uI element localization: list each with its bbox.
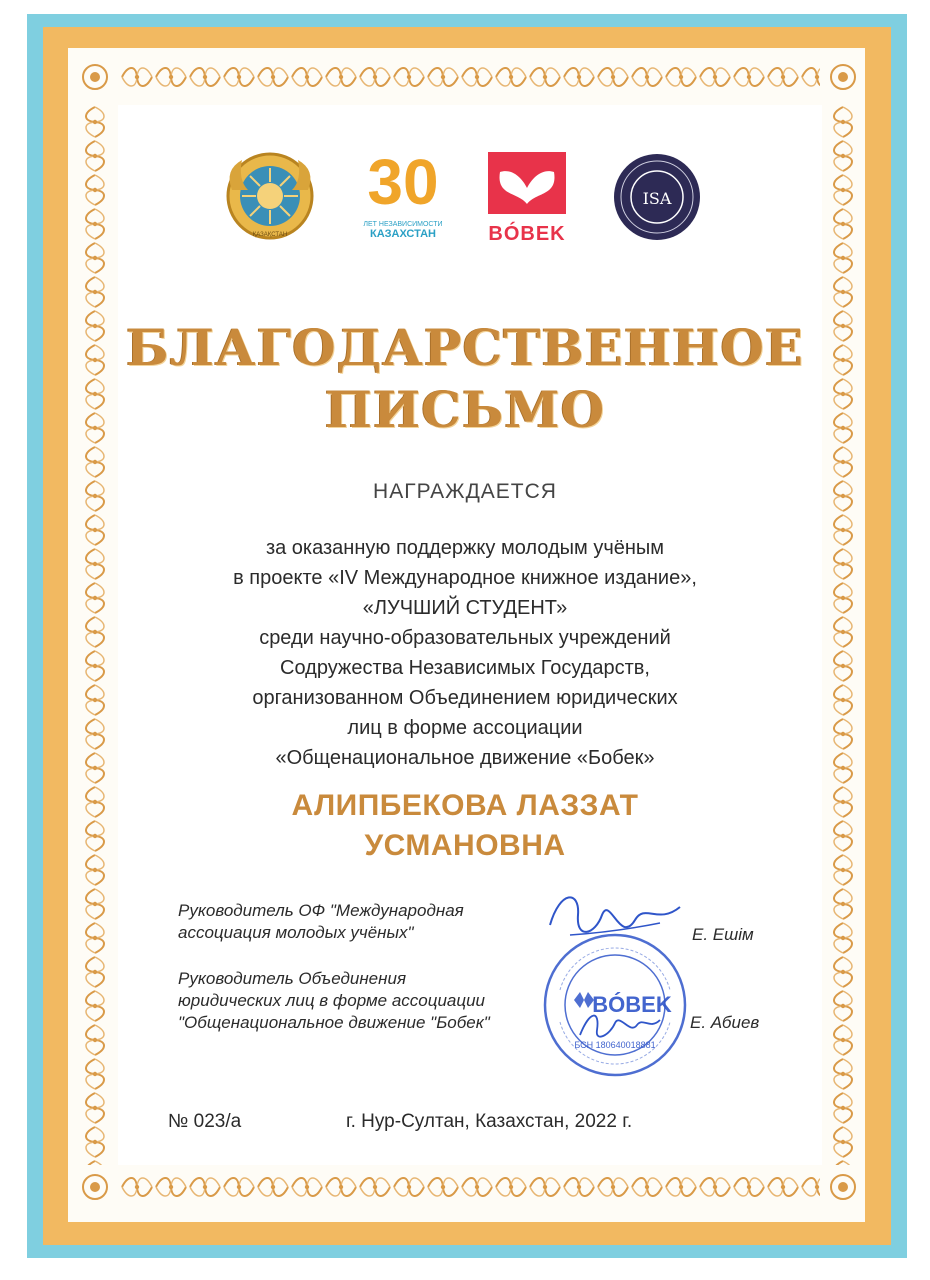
recipient-name-line1: АЛИПБЕКОВА ЛАЗЗАТ xyxy=(291,789,639,822)
recipient-name-line2: УСМАНОВНА xyxy=(364,829,566,862)
stamp-bin: БСН 180640018881 xyxy=(574,1040,656,1050)
corner-rosette-bottom-right xyxy=(828,1172,858,1207)
signatory-2-role-line: "Общенациональное движение "Бобек" xyxy=(178,1013,490,1032)
jubilee-number: 30 xyxy=(367,150,439,210)
place-and-date: г. Нур-Султан, Казахстан, 2022 г. xyxy=(346,1111,633,1132)
independence-30-logo xyxy=(358,150,448,250)
certificate-title-line2: ПИСЬМО xyxy=(324,380,606,439)
recipient-name xyxy=(0,786,930,866)
corner-rosette-bottom-left xyxy=(80,1172,110,1207)
body-line: за оказанную поддержку молодым учёным xyxy=(265,537,665,559)
signatory-1-role-line: Руководитель ОФ "Международная xyxy=(178,901,464,920)
ornament-right xyxy=(828,105,858,1165)
document-number: № 023/а xyxy=(168,1111,242,1132)
ornament-bottom xyxy=(120,1172,820,1202)
bobek-logo xyxy=(488,152,566,247)
jubilee-country: КАЗАХСТАН xyxy=(370,228,436,240)
emblem-label: ҚАЗАҚСТАН xyxy=(252,232,288,238)
signatory-1-name: Е. Ешім xyxy=(692,925,754,944)
signatory-1-role xyxy=(178,900,464,944)
signatory-1-role-line: ассоциация молодых учёных" xyxy=(178,923,414,942)
body-line: «Общенациональное движение «Бобек» xyxy=(275,747,655,769)
corner-rosette-top-left xyxy=(80,62,110,97)
stamp-brand: BÓBEK xyxy=(592,992,672,1017)
isa-logo xyxy=(612,152,702,242)
signatory-2-name: Е. Абиев xyxy=(690,1013,760,1032)
corner-rosette-top-right xyxy=(828,62,858,97)
signatory-2-role-line: юридических лиц в форме ассоциации xyxy=(178,991,486,1010)
official-stamp xyxy=(540,930,690,1080)
kazakhstan-emblem-logo xyxy=(224,150,316,242)
signatory-2-role-line: Руководитель Объединения xyxy=(178,969,407,988)
body-line: организованном Объединением юридических xyxy=(252,687,678,709)
body-line: лиц в форме ассоциации xyxy=(347,717,583,739)
signatory-2-role xyxy=(178,968,490,1034)
award-reason-text xyxy=(150,533,780,773)
isa-logo-text: ISA xyxy=(642,189,672,208)
ornament-top xyxy=(120,62,820,92)
body-line: в проекте «IV Международное книжное издание», xyxy=(233,567,697,589)
awarded-heading: НАГРАЖДАЕТСЯ xyxy=(373,480,557,503)
bobek-logo-text: BÓBEK xyxy=(488,223,566,245)
body-line: «ЛУЧШИЙ СТУДЕНТ» xyxy=(362,597,568,619)
body-line: Содружества Независимых Государств, xyxy=(280,657,650,679)
body-line: среди научно-образовательных учреждений xyxy=(259,627,671,649)
certificate-title-line1: БЛАГОДАРСТВЕННОЕ xyxy=(125,318,805,377)
jubilee-caption: ЛЕТ НЕЗАВИСИМОСТИ xyxy=(363,221,443,228)
ornament-left xyxy=(80,105,110,1165)
